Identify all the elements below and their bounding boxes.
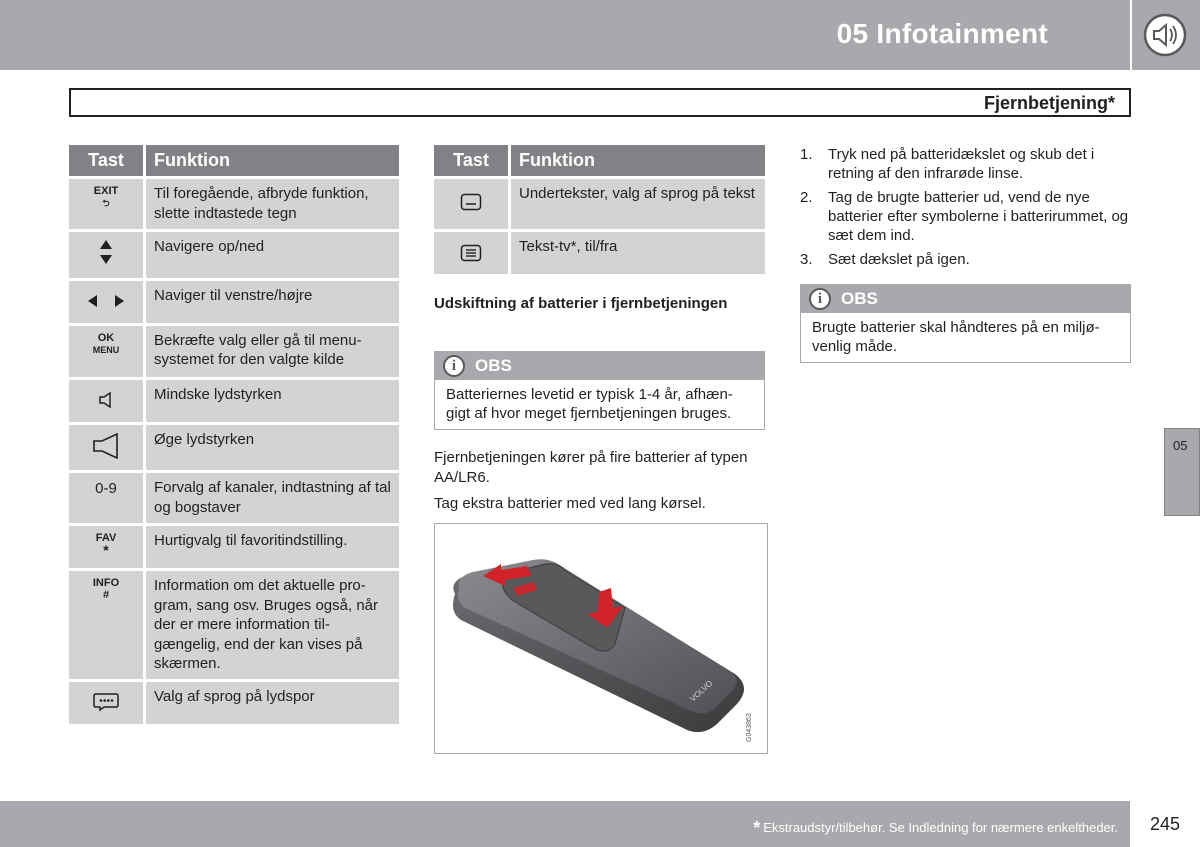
section-title: Fjernbetjening* [983,93,1115,113]
fav-icon [96,532,117,556]
key-sublabel: # [102,589,110,601]
speaker-icon [1142,12,1188,58]
footnote-text: Ekstraudstyr/tilbehør. Se Indledning for nærmere enkeltheder. [763,820,1118,835]
list-item [800,145,1135,183]
chapter-header-bar [0,0,1130,70]
remote-brand-text: VOLVO [688,678,715,704]
table-row [434,232,765,274]
info-icon [93,577,119,601]
obs-header [801,285,1130,313]
obs-box-disposal [800,284,1131,363]
left-right-arrows-icon [86,291,126,311]
function-cell: Navigere op/ned [146,232,399,278]
obs-label: OBS [841,289,878,308]
col-header-function: Funktion [511,145,765,176]
key-cell [69,380,146,422]
table-row [69,526,399,568]
key-sublabel: * [103,542,109,558]
list-item [800,188,1135,245]
table-row [69,326,399,377]
up-down-arrows-icon [98,238,114,266]
table-row [434,179,765,229]
illustration-code: G043863 [746,713,753,742]
ok-menu-icon [93,332,120,356]
step-number: 2. [800,189,813,206]
obs-header [435,352,764,380]
chapter-icon-box [1132,0,1200,70]
steps-list [800,145,1135,274]
function-cell: Undertekster, valg af sprog på tekst [511,179,765,229]
key-cell [69,179,146,229]
page-number: 245 [1150,814,1181,834]
key-label: OK [97,331,115,344]
col-header-function: Funktion [146,145,399,176]
key-label: FAV [95,532,117,544]
key-cell [69,526,146,568]
key-label: INFO [92,577,120,589]
obs-box-battery [434,351,765,430]
function-cell: Til foregående, afbryde funktion, slette indtastede tegn [146,179,399,229]
table-row [69,380,399,422]
key-sublabel: MENU [92,344,120,355]
side-tab-label: 05 [1173,438,1188,453]
info-icon: i [443,355,465,377]
key-cell [69,232,146,278]
key-cell [69,682,146,724]
exit-back-icon: EXIT ⮌ [93,185,119,208]
volume-up-icon [92,433,120,459]
battery-paragraph-2: Tag ekstra batterier med ved lang kørsel. [434,495,706,512]
function-cell: Tekst-tv*, til/fra [511,232,765,274]
teletext-icon [460,244,482,262]
function-cell: Hurtigvalg til favoritindstilling. [146,526,399,568]
table-row [69,232,399,278]
col-header-key: Tast [69,145,146,176]
obs-text: Batteriernes levetid er typisk 1-4 år, afhæn-gigt af hvor meget fjernbetjeningen bruges. [446,386,733,422]
function-cell: Naviger til venstre/højre [146,281,399,323]
battery-paragraph-1: Fjernbetjeningen kører på fire batterier af typen AA/LR6. [434,449,748,486]
battery-heading: Udskiftning af batterier i fjernbetjeningen [434,295,728,312]
step-number: 3. [800,251,813,268]
remote-illustration [434,523,768,754]
key-cell [434,179,511,229]
key-cell [69,281,146,323]
step-text: Tryk ned på batteridækslet og skub det i retning af den infrarøde linse. [828,146,1095,182]
key-cell [434,232,511,274]
key-label: EXIT [93,185,119,197]
footnote-star: * [753,818,761,838]
table-row [69,682,399,724]
footer-bar [0,801,1130,847]
table-row [69,425,399,471]
audio-language-icon [92,692,120,712]
volume-down-icon [98,392,114,408]
key-cell [69,425,146,471]
key-cell: 0-9 [69,473,146,523]
keys-table-left [69,142,399,727]
info-icon: i [809,288,831,310]
step-text: Sæt dækslet på igen. [828,251,970,268]
step-number: 1. [800,146,813,163]
function-cell: Mindske lydstyrken [146,380,399,422]
remote-control-image [435,524,767,753]
function-cell: Øge lydstyrken [146,425,399,471]
subtitles-icon [460,193,482,211]
key-cell [69,326,146,377]
function-cell: Information om det aktuelle pro-gram, sang osv. Bruges også, når der er mere information til-gængelig, end der kan vises på skærmen. [146,571,399,679]
table-row [69,179,399,229]
table-row [69,473,399,523]
obs-label: OBS [475,356,512,375]
key-cell [69,571,146,679]
obs-text: Brugte batterier skal håndteres på en miljø-venlig måde. [812,319,1100,355]
keys-table-middle [434,142,765,277]
function-cell: Forvalg af kanaler, indtastning af tal og bogstaver [146,473,399,523]
table-row [69,571,399,679]
chapter-side-tab [1164,428,1200,516]
list-item [800,250,1135,269]
footnote [753,818,1118,839]
function-cell: Valg af sprog på lydspor [146,682,399,724]
table-row [69,281,399,323]
chapter-title: 05 Infotainment [836,18,1048,49]
col-header-key: Tast [434,145,511,176]
step-text: Tag de brugte batterier ud, vend de nye batterier efter symbolerne i batterirummet, og sæt dem ind. [828,189,1129,244]
section-bar [69,88,1131,117]
function-cell: Bekræfte valg eller gå til menu-systemet for den valgte kilde [146,326,399,377]
